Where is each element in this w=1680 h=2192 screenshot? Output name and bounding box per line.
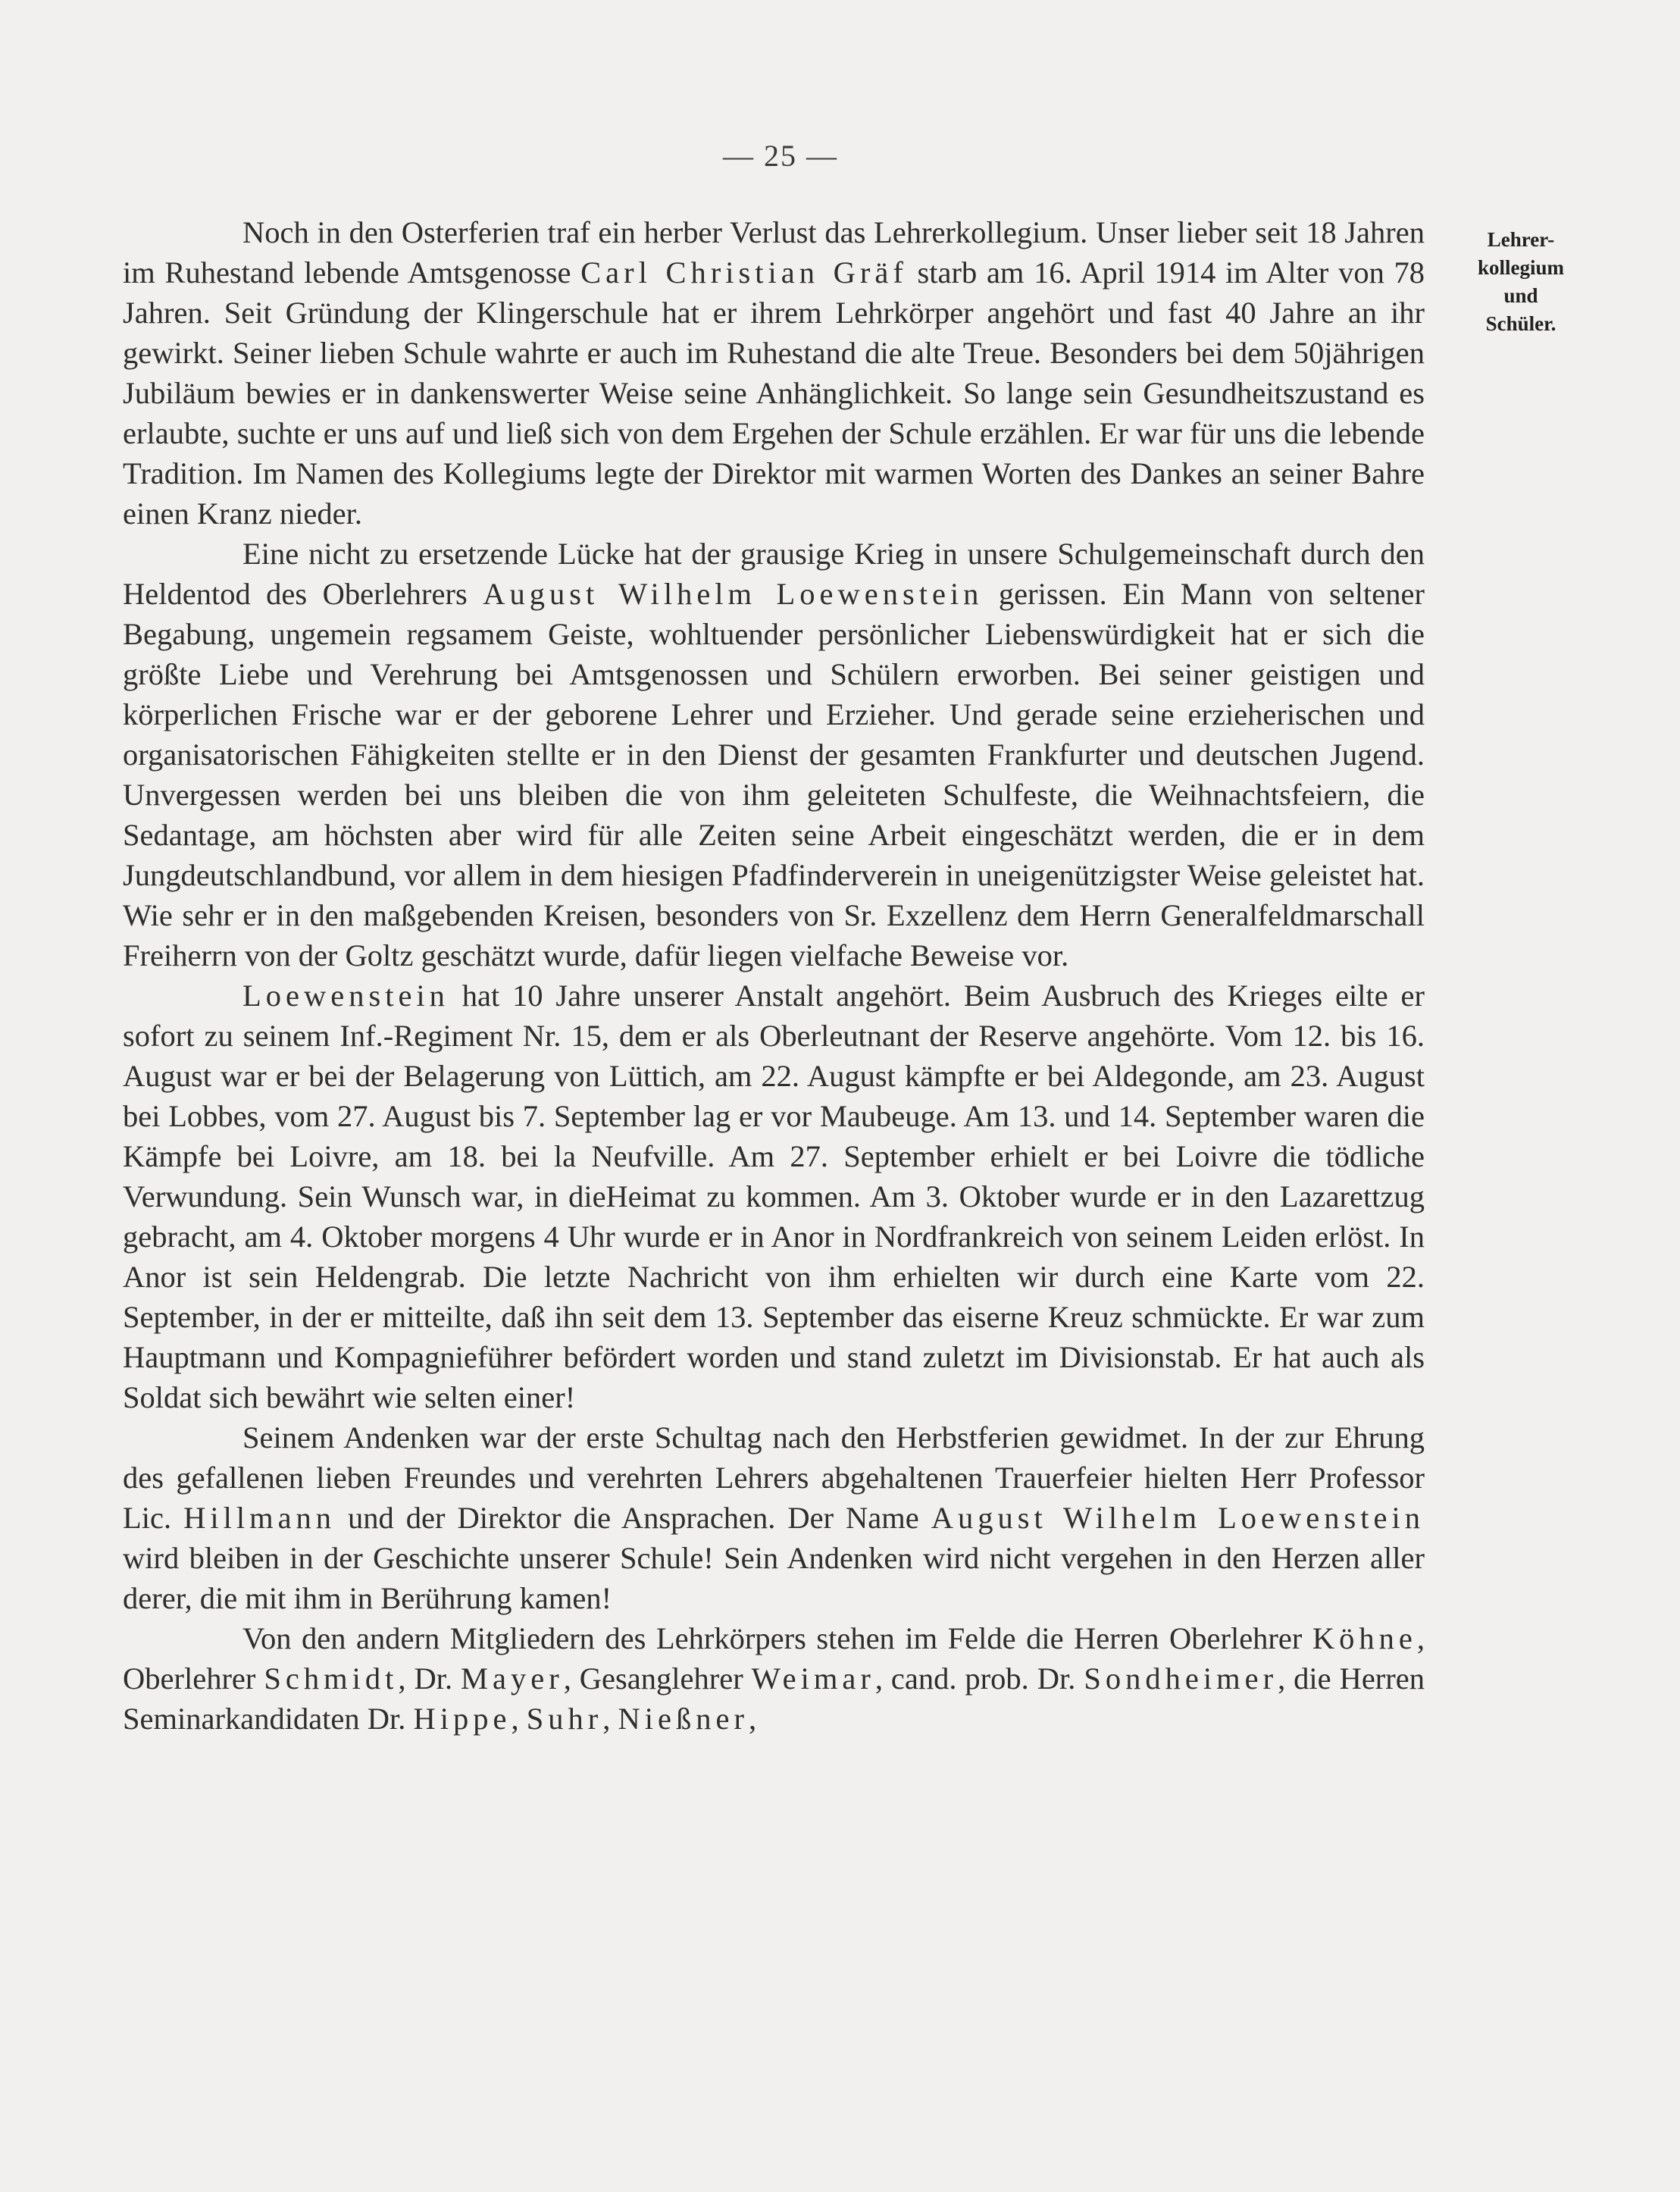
paragraph-loewenstein-tribute xyxy=(123,534,1425,975)
text-run: gerissen. Ein Mann von seltener Begabung, ungemein regsamem Geiste, wohltuender persönlicher Liebenswürdigkeit hat er sich die größte Liebe und Verehrung bei Amtsgenossen und Schülern erworben. Bei seiner geistigen und körperlichen Frische war er der geborene Lehrer und Erzieher. Und gerade seine erzieherischen und organisatorischen Fähigkeiten stellte er in den Dienst der gesamten Frankfurter und deutschen Jugend. Unvergessen werden bei uns bleiben die von ihm geleiteten Schulfeste, die Weihnachtsfeiern, die Sedantage, am höchsten aber wird für alle Zeiten seine Arbeit eingeschätzt werden, die er in dem Jungdeutschlandbund, vor allem in dem hiesigen Pfadfinderverein in uneigenützigster Weise geleistet hat. Wie sehr er in den maßgebenden Kreisen, besonders von Sr. Exzellenz dem Herrn Generalfeldmarschall Freiherrn von der Goltz geschätzt wurde, dafür liegen vielfache Beweise vor. xyxy=(123,577,1425,972)
text-run: Noch in den Osterferien traf ein herber Verlust das Lehrerkollegium. Unser lieber seit 18 Jahren im Ruhestand lebende Amtsgenosse xyxy=(123,215,1425,290)
spaced-name: August Wilhelm Loewenstein xyxy=(483,577,984,611)
text-run: , Gesanglehrer xyxy=(563,1661,752,1696)
paragraph-memorial xyxy=(123,1417,1425,1618)
text-run: wird bleiben in der Geschichte unserer Schule! Sein Andenken wird nicht vergehen in den Herzen aller derer, die mit ihm in Berührung kamen! xyxy=(123,1541,1425,1615)
text-run: hat 10 Jahre unserer Anstalt angehört. Beim Ausbruch des Krieges eilte er sofort zu seinem Inf.-Regiment Nr. 15, dem er als Oberleutnant der Reserve angehörte. Vom 12. bis 16. August war er bei der Belagerung von Lüttich, am 22. August kämpfte er bei Aldegonde, am 23. August bei Lobbes, vom 27. August bis 7. September lag er vor Maubeuge. Am 13. und 14. September waren die Kämpfe bei Loivre, am 18. bei la Neufville. Am 27. September erhielt er bei Loivre die tödliche Verwundung. Sein Wunsch war, in dieHeimat zu kommen. Am 3. Oktober wurde er in den Lazarettzug gebracht, am 4. Oktober morgens 4 Uhr wurde er in Anor in Nordfrankreich von seinem Leiden erlöst. In Anor ist sein Heldengrab. Die letzte Nachricht von ihm erhielten wir durch eine Karte vom 22. September, in der er mitteilte, daß ihn seit dem 13. September das eiserne Kreuz schmückte. Er war zum Hauptmann und Kompagnieführer befördert worden und stand zuletzt im Divisionstab. Er hat auch als Soldat sich bewährt wie selten einer! xyxy=(123,979,1425,1414)
spaced-name: Hillmann xyxy=(183,1501,336,1535)
margin-note-line: kollegium xyxy=(1477,256,1564,279)
spaced-name: Mayer xyxy=(461,1661,564,1696)
text-run: Seinem Andenken war der erste Schultag nach den Herbstferien gewidmet. In der zur Ehrung des gefallenen lieben Freundes und verehrten Lehrers abgehaltenen Trauerfeier hielten Herr Professor Lic. xyxy=(123,1420,1425,1535)
margin-note-line: Schüler. xyxy=(1485,312,1556,335)
text-run: Eine nicht zu ersetzende Lücke hat der grausige Krieg in unsere Schulgemeinschaft durch den Heldentod des Oberlehrers xyxy=(123,537,1425,611)
margin-note-line: und xyxy=(1503,284,1538,307)
text-run: starb am 16. April 1914 im Alter von 78 Jahren. Seit Gründung der Klingerschule hat er ihrem Lehrkörper angehört und fast 40 Jahre an ihr gewirkt. Seiner lieben Schule wahrte er auch im Ruhestand die alte Treue. Besonders bei dem 50jährigen Jubiläum bewies er in dankenswerter Weise seine Anhänglichkeit. So lange sein Gesundheitszustand es erlaubte, suchte er uns auf und ließ sich von dem Ergehen der Schule erzählen. Er war für uns die lebende Tradition. Im Namen des Kollegiums legte der Direktor mit warmen Worten des Dankes an seiner Bahre einen Kranz nieder. xyxy=(123,255,1425,531)
spaced-name: Loewenstein xyxy=(242,979,449,1013)
spaced-name: Suhr xyxy=(526,1702,603,1736)
paragraph-loewenstein-war xyxy=(123,975,1425,1417)
text-run: Von den andern Mitgliedern des Lehrkörpers stehen im Felde die Herren Oberlehrer xyxy=(242,1621,1312,1655)
spaced-name: Carl Christian Gräf xyxy=(580,255,908,290)
spaced-name: Köhne xyxy=(1312,1621,1417,1655)
margin-note-line: Lehrer- xyxy=(1487,228,1555,251)
page-number: — 25 — xyxy=(723,139,838,173)
text-run: , xyxy=(602,1702,618,1736)
text-column xyxy=(123,212,1425,1739)
margin-note xyxy=(1449,226,1593,338)
text-run: , Dr. xyxy=(398,1661,461,1696)
paragraph-graef xyxy=(123,212,1425,534)
spaced-name: August Wilhelm Loewenstein xyxy=(931,1501,1425,1535)
spaced-name: Weimar xyxy=(751,1661,875,1696)
text-run: , xyxy=(511,1702,527,1736)
spaced-name: Sondheimer xyxy=(1084,1661,1278,1696)
paragraph-other-members xyxy=(123,1618,1425,1739)
spaced-name: Schmidt xyxy=(264,1661,399,1696)
text-run: , cand. prob. Dr. xyxy=(874,1661,1084,1696)
spaced-name: Nießner xyxy=(618,1702,749,1736)
text-run: , Oberlehrer xyxy=(123,1621,1425,1696)
text-run: und der Direktor die Ansprachen. Der Name xyxy=(336,1501,931,1535)
text-run: , die Herren Seminarkandidaten Dr. xyxy=(123,1661,1425,1736)
spaced-name: Hippe xyxy=(413,1702,512,1736)
text-run: , xyxy=(748,1702,757,1736)
